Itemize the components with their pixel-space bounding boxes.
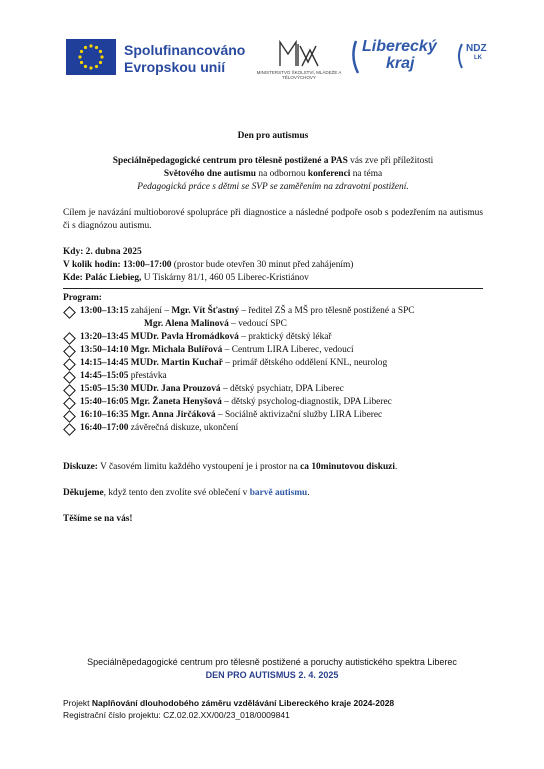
program-item xyxy=(63,344,483,357)
footer-organizer: Speciálněpedagogické centrum pro tělesně postižené a poruchy autistického spektra Liberec xyxy=(87,657,457,667)
ndz-sub-label: LK xyxy=(474,55,482,61)
intro-line1 xyxy=(63,155,483,168)
program-time: 15:05–15:30 xyxy=(80,384,129,394)
program-desc: – primář dětského oddělení KNL, neurolog xyxy=(222,358,388,368)
project-line xyxy=(63,697,394,709)
diamond-bullet-icon xyxy=(63,345,76,358)
diamond-bullet-icon xyxy=(63,410,76,423)
diamond-bullet-icon xyxy=(63,358,76,371)
document-title: Den pro autismus xyxy=(237,131,309,141)
program-heading: Program: xyxy=(63,293,102,303)
footer xyxy=(0,656,544,682)
program-time: 13:50–14:10 xyxy=(80,345,129,355)
diamond-bullet-icon xyxy=(63,371,76,384)
intro-conference: konferenci xyxy=(307,169,351,179)
program-time: 13:00–13:15 xyxy=(80,306,129,316)
event-location-address: U Tiskárny 81/1, 460 05 Liberec-Kristiánov xyxy=(141,273,309,283)
eu-flag-icon xyxy=(66,39,116,75)
lib-label-line1: Liberecký xyxy=(362,38,437,55)
program-desc: – praktický dětský lékař xyxy=(238,332,332,342)
event-hours xyxy=(63,259,483,272)
autism-color-text: barvě autismu xyxy=(249,488,308,498)
intro-text2: na odbornou xyxy=(256,169,308,179)
invitation-document xyxy=(63,130,483,526)
diamond-bullet-icon xyxy=(63,384,76,397)
eu-cofinanced-label xyxy=(124,42,245,76)
event-location xyxy=(63,272,483,285)
program-item xyxy=(63,331,483,344)
project-registration: Registrační číslo projektu: CZ.02.02.XX/00/23_018/0009841 xyxy=(63,710,290,720)
eu-label-line2: Evropskou unií xyxy=(124,59,226,75)
event-location-label: Kde: Palác Liebieg, xyxy=(63,273,142,283)
intro-world-day: Světového dne autismu xyxy=(163,169,257,179)
thanks-label: Děkujeme xyxy=(63,488,104,498)
intro-text1: vás zve při příležitosti xyxy=(347,156,434,166)
program-desc: – Centrum LIRA Liberec, vedoucí xyxy=(222,345,354,355)
thanks-end: . xyxy=(307,488,310,498)
discussion-text: V časovém limitu každého vystoupení je i prostor na xyxy=(97,462,301,472)
event-date: Kdy: 2. dubna 2025 xyxy=(63,247,142,257)
event-hours-note: (prostor bude otevřen 30 minut před zahájením) xyxy=(171,260,354,270)
conference-topic: Pedagogická práce s dětmi se SVP se zaměřením na zdravotní postižení. xyxy=(137,182,409,192)
discussion-end: . xyxy=(394,462,398,472)
program-desc: – dětský psycholog-diagnostik, DPA Liberec xyxy=(221,397,392,407)
program-time: 15:40–16:05 xyxy=(80,397,129,407)
msmt-caption: MINISTERSTVO ŠKOLSTVÍ, MLÁDEŽE A TĚLOVÝCHOVY xyxy=(256,70,342,80)
event-hours-value: V kolik hodin: 13:00–17:00 xyxy=(63,260,172,270)
intro-text3: na téma xyxy=(350,169,383,179)
discussion-note xyxy=(63,461,483,474)
logo-header xyxy=(0,30,544,90)
program-item xyxy=(63,409,483,422)
program-desc: – ředitel ZŠ a MŠ pro tělesně postižené a SPC xyxy=(239,306,415,316)
intro-line2 xyxy=(63,168,483,181)
program-speaker: Mgr. Alena Malinová xyxy=(144,319,229,329)
diamond-bullet-icon xyxy=(63,423,76,436)
project-label: Projekt xyxy=(63,698,92,708)
project-name: Naplňování dlouhodobého záměru vzdělávání Libereckého kraje 2024-2028 xyxy=(91,698,395,708)
diamond-bullet-icon xyxy=(63,332,76,345)
discussion-label: Diskuze: xyxy=(63,462,98,472)
program-time: 16:40–17:00 xyxy=(80,423,129,433)
conference-goal: Cílem je navázání multioborové spolupráce při diagnostice a následné podpoře osob s podezřením na autismus či s diagnózou autismu. xyxy=(63,208,483,231)
program-speaker: Mgr. Žaneta Henyšová xyxy=(130,397,222,407)
liberecky-kraj-label xyxy=(362,38,437,72)
thanks-note xyxy=(63,487,483,500)
program-time: 14:15–14:45 xyxy=(80,358,129,368)
project-info xyxy=(63,697,394,721)
diamond-bullet-icon xyxy=(63,306,76,319)
program-desc: – vedoucí SPC xyxy=(228,319,287,329)
program-speaker: Mgr. Michala Bulířová xyxy=(130,345,223,355)
closing-line: Těšíme se na vás! xyxy=(63,514,133,524)
program-desc: – dětský psychiatr, DPA Liberec xyxy=(220,384,344,394)
divider xyxy=(63,288,483,289)
program-time: 13:20–13:45 xyxy=(80,332,129,342)
program-item xyxy=(63,305,483,318)
program-speaker: Mgr. Anna Jirčáková xyxy=(130,410,216,420)
eu-label-line1: Spolufinancováno xyxy=(124,42,246,58)
lib-label-line2: kraj xyxy=(386,55,415,72)
program-time: 14:45–15:05 xyxy=(80,371,129,381)
program-desc: – Sociálně aktivizační služby LIRA Liberec xyxy=(215,410,383,420)
footer-event: DEN PRO AUTISMUS 2. 4. 2025 xyxy=(205,670,339,680)
program-speaker: MUDr. Pavla Hromádková xyxy=(130,332,239,342)
program-item xyxy=(63,422,483,435)
thanks-text: , když tento den zvolíte své oblečení v xyxy=(103,488,250,498)
diamond-bullet-icon xyxy=(63,397,76,410)
program-item xyxy=(63,383,483,396)
program-item xyxy=(63,357,483,370)
program-desc: závěrečná diskuze, ukončení xyxy=(130,423,239,433)
program-time: 16:10–16:35 xyxy=(80,410,129,420)
program-speaker: Mgr. Vít Šťastný xyxy=(171,306,240,316)
intro-organizer: Speciálněpedagogické centrum pro tělesně postižené a PAS xyxy=(112,156,348,166)
program-item xyxy=(63,370,483,383)
program-speaker: MUDr. Jana Prouzová xyxy=(130,384,221,394)
program-pre: zahájení – xyxy=(128,306,172,316)
program-item-sub xyxy=(63,318,483,331)
program-item xyxy=(63,396,483,409)
discussion-duration: ca 10minutovou diskuzi xyxy=(300,462,395,472)
program-desc: přestávka xyxy=(130,371,167,381)
ndz-label: NDZ xyxy=(466,43,487,54)
program-speaker: MUDr. Martin Kuchař xyxy=(130,358,223,368)
